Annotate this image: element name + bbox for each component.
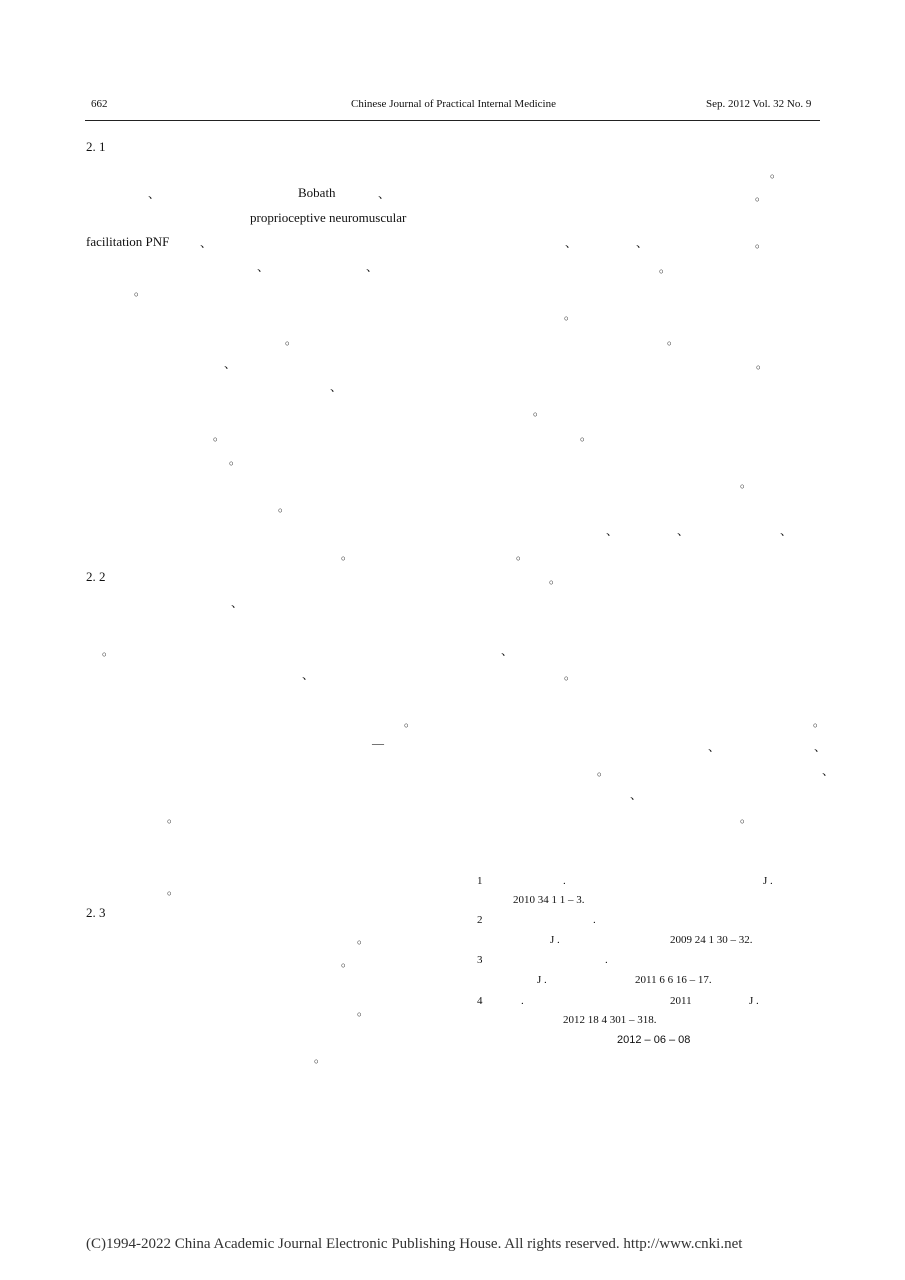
reference-citation: 2010 34 1 1 – 3. xyxy=(513,894,585,906)
punct-comma: 、 xyxy=(606,524,619,538)
copyright-footer: (C)1994-2022 China Academic Journal Electronic Publishing House. All rights reserved. http://www.cnki.net xyxy=(86,1236,743,1252)
punct-period: 。 xyxy=(564,308,577,322)
punct-period: 。 xyxy=(533,404,546,418)
reference-separator: . xyxy=(521,995,524,1007)
reference-type: J . xyxy=(550,934,560,946)
punct-period: 。 xyxy=(404,715,417,729)
page-number: 662 xyxy=(91,98,108,110)
punct-comma: 、 xyxy=(501,644,514,658)
punct-period: 。 xyxy=(341,548,354,562)
punct-period: 。 xyxy=(102,644,115,658)
punct-comma: 、 xyxy=(708,740,721,754)
punct-period: 。 xyxy=(756,357,769,371)
section-2-1-heading: 2. 1 xyxy=(86,139,106,154)
received-date: 2012 – 06 – 08 xyxy=(617,1034,691,1046)
punct-comma: 、 xyxy=(200,236,213,250)
reference-separator: . xyxy=(593,914,596,926)
reference-number: 3 xyxy=(477,954,483,966)
reference-separator: . xyxy=(563,875,566,887)
reference-type: J . xyxy=(537,974,547,986)
section-2-2-heading: 2. 2 xyxy=(86,569,106,584)
punct-period: 。 xyxy=(134,284,147,298)
reference-year: 2011 xyxy=(670,995,692,1007)
header-rule xyxy=(85,120,820,121)
punct-comma: 、 xyxy=(224,357,237,371)
punct-dash: — xyxy=(372,736,384,750)
punct-period: 。 xyxy=(341,955,354,969)
section-2-3-heading: 2. 3 xyxy=(86,905,106,920)
punct-comma: 、 xyxy=(630,788,643,802)
reference-citation: 2011 6 6 16 – 17. xyxy=(635,974,712,986)
journal-title: Chinese Journal of Practical Internal Medicine xyxy=(351,98,556,110)
punct-comma: 、 xyxy=(366,260,379,274)
term-pnf-line2: facilitation PNF xyxy=(86,234,170,249)
punct-period: 。 xyxy=(357,932,370,946)
punct-comma: 、 xyxy=(148,187,161,201)
punct-period: 。 xyxy=(667,333,680,347)
punct-comma: 、 xyxy=(636,236,649,250)
punct-comma: 、 xyxy=(257,260,270,274)
reference-citation: 2009 24 1 30 – 32. xyxy=(670,934,753,946)
punct-period: 。 xyxy=(740,811,753,825)
reference-type: J . xyxy=(763,875,773,887)
punct-period: 。 xyxy=(285,333,298,347)
reference-separator: . xyxy=(605,954,608,966)
punct-period: 。 xyxy=(278,500,291,514)
punct-period: 。 xyxy=(770,166,783,180)
punct-period: 。 xyxy=(740,476,753,490)
issue-info: Sep. 2012 Vol. 32 No. 9 xyxy=(706,98,812,110)
term-pnf-line1: proprioceptive neuromuscular xyxy=(250,210,407,225)
reference-citation: 2012 18 4 301 – 318. xyxy=(563,1014,657,1026)
punct-period: 。 xyxy=(580,429,593,443)
reference-number: 2 xyxy=(477,914,483,926)
punct-comma: 、 xyxy=(330,380,343,394)
punct-period: 。 xyxy=(597,764,610,778)
punct-comma: 、 xyxy=(780,524,793,538)
reference-type: J . xyxy=(749,995,759,1007)
punct-period: 。 xyxy=(659,261,672,275)
punct-period: 。 xyxy=(755,236,768,250)
punct-comma: 、 xyxy=(302,668,315,682)
punct-period: 。 xyxy=(213,429,226,443)
punct-comma: 、 xyxy=(822,764,835,778)
punct-period: 。 xyxy=(229,453,242,467)
punct-period: 。 xyxy=(314,1051,327,1065)
punct-period: 。 xyxy=(813,715,826,729)
punct-period: 。 xyxy=(167,811,180,825)
punct-period: 。 xyxy=(357,1004,370,1018)
punct-comma: 、 xyxy=(565,236,578,250)
punct-period: 。 xyxy=(167,883,180,897)
punct-period: 。 xyxy=(549,572,562,586)
punct-period: 。 xyxy=(516,548,529,562)
reference-number: 1 xyxy=(477,875,483,887)
punct-comma: 、 xyxy=(231,596,244,610)
punct-comma: 、 xyxy=(378,187,391,201)
punct-comma: 、 xyxy=(814,740,827,754)
punct-comma: 、 xyxy=(677,524,690,538)
term-bobath: Bobath xyxy=(298,185,336,200)
reference-number: 4 xyxy=(477,995,483,1007)
punct-period: 。 xyxy=(755,189,768,203)
punct-period: 。 xyxy=(564,668,577,682)
